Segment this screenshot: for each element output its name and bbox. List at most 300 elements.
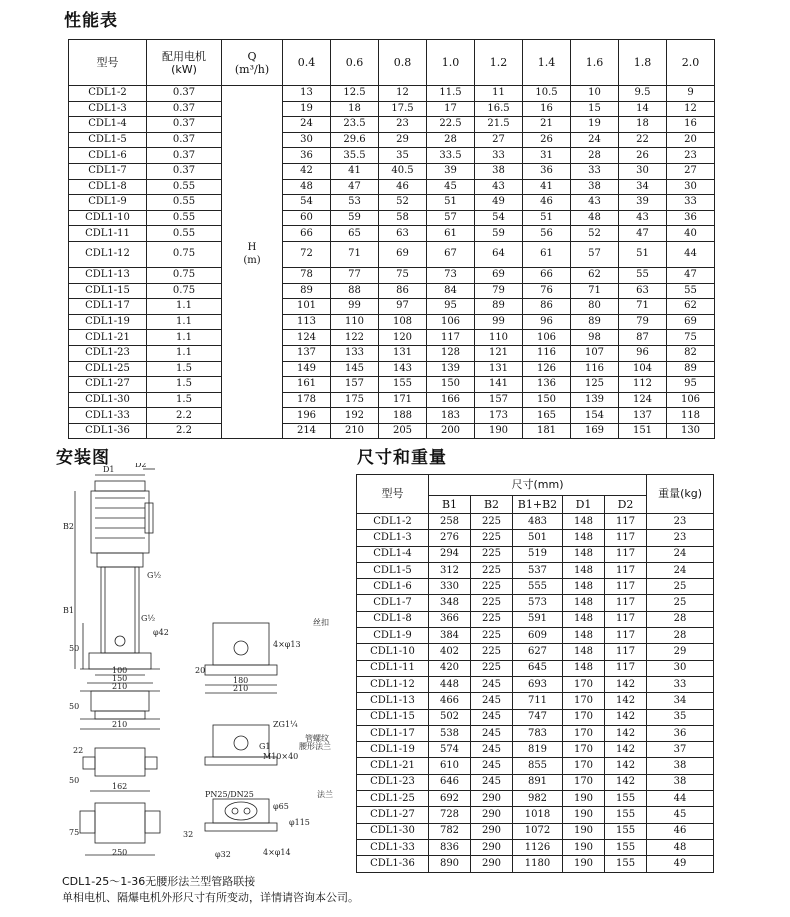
dimension-cell: 155 bbox=[605, 856, 647, 872]
dimension-cell: 890 bbox=[429, 856, 471, 872]
head-cell: 137 bbox=[619, 408, 667, 424]
head-cell: 62 bbox=[667, 299, 715, 315]
model-cell: CDL1-9 bbox=[69, 195, 147, 211]
table-row bbox=[357, 676, 714, 692]
head-cell: 56 bbox=[523, 226, 571, 242]
head-cell: 95 bbox=[427, 299, 475, 315]
dimension-cell: 142 bbox=[605, 725, 647, 741]
head-cell: 86 bbox=[379, 283, 427, 299]
head-cell: 113 bbox=[283, 314, 331, 330]
head-cell: 24 bbox=[571, 132, 619, 148]
dimension-title: 尺寸和重量 bbox=[357, 448, 447, 468]
model-cell: CDL1-4 bbox=[69, 117, 147, 133]
table-row bbox=[69, 377, 715, 393]
label-dim75: 75 bbox=[69, 828, 80, 837]
kw-cell: 0.75 bbox=[147, 241, 222, 267]
kw-cell: 0.37 bbox=[147, 86, 222, 102]
head-cell: 124 bbox=[619, 392, 667, 408]
label-conn3: 腰形法兰 bbox=[299, 742, 331, 751]
flow-header: 1.4 bbox=[523, 40, 571, 86]
dim-col-header: B1+B2 bbox=[513, 496, 563, 514]
dimension-cell: 330 bbox=[429, 579, 471, 595]
head-cell: 21.5 bbox=[475, 117, 523, 133]
kw-cell: 0.75 bbox=[147, 267, 222, 283]
head-cell: 52 bbox=[571, 226, 619, 242]
performance-title: 性能表 bbox=[64, 11, 118, 31]
table-row bbox=[357, 856, 714, 872]
dim-header-size-group: 尺寸(mm) bbox=[429, 475, 647, 496]
head-cell: 79 bbox=[475, 283, 523, 299]
head-cell: 196 bbox=[283, 408, 331, 424]
dimension-cell: 1126 bbox=[513, 839, 563, 855]
dimension-cell: 348 bbox=[429, 595, 471, 611]
h-unit: (m) bbox=[243, 255, 261, 267]
model-cell: CDL1-10 bbox=[69, 210, 147, 226]
dimension-cell: 148 bbox=[563, 562, 605, 578]
weight-cell: 23 bbox=[647, 530, 714, 546]
dimension-cell: 466 bbox=[429, 693, 471, 709]
head-cell: 87 bbox=[619, 330, 667, 346]
dimension-cell: 148 bbox=[563, 579, 605, 595]
dimension-cell: 645 bbox=[513, 660, 563, 676]
head-cell: 26 bbox=[523, 132, 571, 148]
head-cell: 23 bbox=[379, 117, 427, 133]
table-row bbox=[69, 314, 715, 330]
head-cell: 104 bbox=[619, 361, 667, 377]
dimension-cell: 225 bbox=[471, 514, 513, 530]
dimension-cell: 692 bbox=[429, 791, 471, 807]
label-conn2: 管螺纹 bbox=[305, 734, 329, 743]
install-title: 安装图 bbox=[56, 448, 110, 468]
head-cell: 30 bbox=[619, 163, 667, 179]
head-cell: 150 bbox=[523, 392, 571, 408]
head-cell: 46 bbox=[523, 195, 571, 211]
label-zg: ZG1¼ bbox=[273, 720, 298, 729]
kw-cell: 0.37 bbox=[147, 163, 222, 179]
head-cell: 136 bbox=[523, 377, 571, 393]
dimension-cell: 190 bbox=[563, 856, 605, 872]
model-cell: CDL1-9 bbox=[357, 628, 429, 644]
dimension-table bbox=[356, 474, 714, 873]
head-cell: 39 bbox=[427, 163, 475, 179]
flow-header: 0.4 bbox=[283, 40, 331, 86]
weight-cell: 33 bbox=[647, 676, 714, 692]
head-cell: 51 bbox=[523, 210, 571, 226]
head-cell: 57 bbox=[427, 210, 475, 226]
head-cell: 98 bbox=[571, 330, 619, 346]
head-cell: 26 bbox=[619, 148, 667, 164]
label-g-half-b: G½ bbox=[141, 614, 156, 623]
head-cell: 89 bbox=[571, 314, 619, 330]
table-row bbox=[357, 611, 714, 627]
dimension-cell: 728 bbox=[429, 807, 471, 823]
head-cell: 124 bbox=[283, 330, 331, 346]
head-cell: 95 bbox=[667, 377, 715, 393]
dimension-cell: 747 bbox=[513, 709, 563, 725]
head-cell: 31 bbox=[523, 148, 571, 164]
dimension-cell: 117 bbox=[605, 595, 647, 611]
head-cell: 86 bbox=[523, 299, 571, 315]
h-label-cell bbox=[222, 392, 283, 408]
weight-cell: 30 bbox=[647, 660, 714, 676]
dimension-cell: 982 bbox=[513, 791, 563, 807]
dim-header-model: 型号 bbox=[357, 475, 429, 514]
label-w150: 150 bbox=[112, 674, 128, 683]
weight-cell: 45 bbox=[647, 807, 714, 823]
table-row bbox=[357, 595, 714, 611]
h-label-cell bbox=[222, 226, 283, 242]
kw-cell: 1.5 bbox=[147, 377, 222, 393]
dimension-cell: 155 bbox=[605, 839, 647, 855]
head-cell: 48 bbox=[571, 210, 619, 226]
note-motor: 单相电机、隔爆电机外形尺寸有所变动，详情请咨询本公司。 bbox=[62, 891, 359, 904]
kw-cell: 1.5 bbox=[147, 361, 222, 377]
head-cell: 133 bbox=[331, 345, 379, 361]
table-row bbox=[357, 562, 714, 578]
table-row bbox=[69, 408, 715, 424]
dimension-cell: 142 bbox=[605, 709, 647, 725]
model-cell: CDL1-23 bbox=[357, 774, 429, 790]
head-cell: 89 bbox=[475, 299, 523, 315]
table-row bbox=[69, 101, 715, 117]
head-cell: 21 bbox=[523, 117, 571, 133]
model-cell: CDL1-17 bbox=[69, 299, 147, 315]
dim-col-header: B1 bbox=[429, 496, 471, 514]
weight-cell: 23 bbox=[647, 514, 714, 530]
head-cell: 10.5 bbox=[523, 86, 571, 102]
h-label: H bbox=[247, 242, 257, 254]
head-cell: 59 bbox=[475, 226, 523, 242]
kw-cell: 0.55 bbox=[147, 210, 222, 226]
label-phi115: φ115 bbox=[289, 818, 310, 827]
head-cell: 12 bbox=[379, 86, 427, 102]
table-row bbox=[69, 117, 715, 133]
model-cell: CDL1-30 bbox=[69, 392, 147, 408]
label-b1: B1 bbox=[63, 606, 74, 615]
head-cell: 130 bbox=[667, 423, 715, 439]
dimension-cell: 538 bbox=[429, 725, 471, 741]
h-label-cell bbox=[222, 345, 283, 361]
weight-cell: 25 bbox=[647, 595, 714, 611]
model-cell: CDL1-19 bbox=[357, 742, 429, 758]
table-row bbox=[69, 330, 715, 346]
head-cell: 88 bbox=[331, 283, 379, 299]
head-cell: 16 bbox=[667, 117, 715, 133]
head-cell: 18 bbox=[619, 117, 667, 133]
dimension-cell: 117 bbox=[605, 514, 647, 530]
head-cell: 17 bbox=[427, 101, 475, 117]
dimension-cell: 276 bbox=[429, 530, 471, 546]
table-row bbox=[357, 644, 714, 660]
model-cell: CDL1-12 bbox=[357, 676, 429, 692]
drain-plug bbox=[115, 636, 125, 646]
dimension-cell: 1180 bbox=[513, 856, 563, 872]
model-cell: CDL1-15 bbox=[357, 709, 429, 725]
head-cell: 183 bbox=[427, 408, 475, 424]
h-label-cell bbox=[222, 117, 283, 133]
model-cell: CDL1-19 bbox=[69, 314, 147, 330]
dim-col-header: D2 bbox=[605, 496, 647, 514]
table-row bbox=[357, 823, 714, 839]
dimension-cell: 245 bbox=[471, 676, 513, 692]
head-cell: 62 bbox=[571, 267, 619, 283]
head-cell: 55 bbox=[619, 267, 667, 283]
kw-cell: 1.1 bbox=[147, 314, 222, 330]
dimension-cell: 1018 bbox=[513, 807, 563, 823]
h-label-cell bbox=[222, 86, 283, 102]
head-cell: 28 bbox=[427, 132, 475, 148]
head-cell: 122 bbox=[331, 330, 379, 346]
dimension-cell: 609 bbox=[513, 628, 563, 644]
head-cell: 89 bbox=[667, 361, 715, 377]
head-cell: 24 bbox=[283, 117, 331, 133]
dimension-cell: 190 bbox=[563, 807, 605, 823]
dimension-cell: 148 bbox=[563, 611, 605, 627]
dimension-cell: 117 bbox=[605, 530, 647, 546]
label-w180: 180 bbox=[233, 676, 249, 685]
label-hole1: 4×φ13 bbox=[273, 640, 301, 649]
head-cell: 59 bbox=[331, 210, 379, 226]
perf-header-row bbox=[69, 40, 715, 86]
head-cell: 16 bbox=[523, 101, 571, 117]
table-row bbox=[69, 392, 715, 408]
head-cell: 141 bbox=[475, 377, 523, 393]
head-cell: 33 bbox=[475, 148, 523, 164]
dimension-cell: 225 bbox=[471, 660, 513, 676]
table-row bbox=[357, 546, 714, 562]
dimension-cell: 142 bbox=[605, 758, 647, 774]
dimension-cell: 245 bbox=[471, 742, 513, 758]
weight-cell: 46 bbox=[647, 823, 714, 839]
head-cell: 55 bbox=[667, 283, 715, 299]
head-cell: 9 bbox=[667, 86, 715, 102]
label-dim50: 50 bbox=[69, 644, 80, 653]
dim-header-weight: 重量(kg) bbox=[647, 475, 714, 514]
model-cell: CDL1-27 bbox=[357, 807, 429, 823]
kw-cell: 1.5 bbox=[147, 392, 222, 408]
dimension-cell: 170 bbox=[563, 709, 605, 725]
dimension-cell: 225 bbox=[471, 628, 513, 644]
head-cell: 40 bbox=[667, 226, 715, 242]
dimension-cell: 501 bbox=[513, 530, 563, 546]
head-cell: 33.5 bbox=[427, 148, 475, 164]
dimension-cell: 290 bbox=[471, 791, 513, 807]
dimension-cell: 117 bbox=[605, 611, 647, 627]
dimension-cell: 420 bbox=[429, 660, 471, 676]
dimension-cell: 148 bbox=[563, 628, 605, 644]
dimension-cell: 258 bbox=[429, 514, 471, 530]
head-cell: 110 bbox=[475, 330, 523, 346]
dimension-cell: 225 bbox=[471, 530, 513, 546]
head-cell: 139 bbox=[427, 361, 475, 377]
head-cell: 192 bbox=[331, 408, 379, 424]
dimension-cell: 170 bbox=[563, 758, 605, 774]
label-dim20: 20 bbox=[195, 666, 206, 675]
head-cell: 96 bbox=[523, 314, 571, 330]
table-row bbox=[357, 579, 714, 595]
dimension-cell: 627 bbox=[513, 644, 563, 660]
dimension-cell: 290 bbox=[471, 839, 513, 855]
dimension-cell: 245 bbox=[471, 693, 513, 709]
head-cell: 143 bbox=[379, 361, 427, 377]
head-cell: 35.5 bbox=[331, 148, 379, 164]
head-cell: 63 bbox=[619, 283, 667, 299]
head-cell: 108 bbox=[379, 314, 427, 330]
head-cell: 96 bbox=[619, 345, 667, 361]
dimension-cell: 148 bbox=[563, 546, 605, 562]
head-cell: 22 bbox=[619, 132, 667, 148]
table-row bbox=[357, 839, 714, 855]
head-cell: 166 bbox=[427, 392, 475, 408]
h-label-cell bbox=[222, 163, 283, 179]
head-cell: 78 bbox=[283, 267, 331, 283]
head-cell: 79 bbox=[619, 314, 667, 330]
model-cell: CDL1-7 bbox=[357, 595, 429, 611]
head-cell: 89 bbox=[283, 283, 331, 299]
head-cell: 117 bbox=[427, 330, 475, 346]
head-cell: 49 bbox=[475, 195, 523, 211]
table-row bbox=[69, 226, 715, 242]
dimension-cell: 142 bbox=[605, 774, 647, 790]
label-pn: PN25/DN25 bbox=[205, 790, 254, 799]
flow-header: 0.6 bbox=[331, 40, 379, 86]
head-cell: 65 bbox=[331, 226, 379, 242]
table-row bbox=[69, 179, 715, 195]
dimension-cell: 245 bbox=[471, 774, 513, 790]
dimension-cell: 225 bbox=[471, 595, 513, 611]
kw-cell: 0.37 bbox=[147, 117, 222, 133]
head-cell: 14 bbox=[619, 101, 667, 117]
dimension-cell: 117 bbox=[605, 579, 647, 595]
dimension-cell: 290 bbox=[471, 823, 513, 839]
dimension-cell: 225 bbox=[471, 611, 513, 627]
h-label-cell bbox=[222, 101, 283, 117]
table-row bbox=[69, 132, 715, 148]
motor-fan-cover bbox=[95, 481, 145, 491]
head-cell: 110 bbox=[331, 314, 379, 330]
perf-header-q: Q (m³/h) bbox=[222, 40, 283, 86]
h-label-cell bbox=[222, 283, 283, 299]
head-cell: 99 bbox=[475, 314, 523, 330]
table-row bbox=[69, 345, 715, 361]
model-cell: CDL1-8 bbox=[69, 179, 147, 195]
head-cell: 48 bbox=[283, 179, 331, 195]
table-row bbox=[69, 148, 715, 164]
motor-bracket bbox=[97, 553, 143, 567]
head-cell: 58 bbox=[379, 210, 427, 226]
table-row bbox=[357, 774, 714, 790]
model-cell: CDL1-36 bbox=[69, 423, 147, 439]
head-cell: 33 bbox=[667, 195, 715, 211]
model-cell: CDL1-5 bbox=[357, 562, 429, 578]
head-cell: 116 bbox=[571, 361, 619, 377]
h-label-cell bbox=[222, 423, 283, 439]
dimension-cell: 142 bbox=[605, 693, 647, 709]
model-cell: CDL1-36 bbox=[357, 856, 429, 872]
head-cell: 131 bbox=[475, 361, 523, 377]
head-cell: 18 bbox=[331, 101, 379, 117]
kw-cell: 0.55 bbox=[147, 195, 222, 211]
label-phi32: φ32 bbox=[215, 850, 231, 859]
dimension-cell: 170 bbox=[563, 774, 605, 790]
model-cell: CDL1-13 bbox=[69, 267, 147, 283]
weight-cell: 38 bbox=[647, 758, 714, 774]
head-cell: 171 bbox=[379, 392, 427, 408]
dimension-cell: 148 bbox=[563, 530, 605, 546]
model-cell: CDL1-33 bbox=[357, 839, 429, 855]
head-cell: 30 bbox=[667, 179, 715, 195]
head-cell: 71 bbox=[571, 283, 619, 299]
head-cell: 47 bbox=[667, 267, 715, 283]
head-cell: 149 bbox=[283, 361, 331, 377]
head-cell: 19 bbox=[283, 101, 331, 117]
label-phi42: φ42 bbox=[153, 628, 169, 637]
weight-cell: 34 bbox=[647, 693, 714, 709]
model-cell: CDL1-10 bbox=[357, 644, 429, 660]
dimension-cell: 693 bbox=[513, 676, 563, 692]
model-cell: CDL1-4 bbox=[357, 546, 429, 562]
dimension-cell: 646 bbox=[429, 774, 471, 790]
head-cell: 29.6 bbox=[331, 132, 379, 148]
model-cell: CDL1-5 bbox=[69, 132, 147, 148]
model-cell: CDL1-13 bbox=[357, 693, 429, 709]
head-cell: 106 bbox=[427, 314, 475, 330]
table-row bbox=[357, 628, 714, 644]
head-cell: 72 bbox=[283, 241, 331, 267]
h-label-cell bbox=[222, 132, 283, 148]
dimension-cell: 294 bbox=[429, 546, 471, 562]
head-cell: 41 bbox=[523, 179, 571, 195]
head-cell: 178 bbox=[283, 392, 331, 408]
head-cell: 20 bbox=[667, 132, 715, 148]
head-cell: 154 bbox=[571, 408, 619, 424]
head-cell: 41 bbox=[331, 163, 379, 179]
head-cell: 44 bbox=[667, 241, 715, 267]
h-label-cell bbox=[222, 267, 283, 283]
head-cell: 67 bbox=[427, 241, 475, 267]
table-row bbox=[357, 693, 714, 709]
label-dim22: 22 bbox=[73, 746, 84, 755]
table-row bbox=[69, 241, 715, 267]
head-cell: 43 bbox=[571, 195, 619, 211]
h-label-cell bbox=[222, 408, 283, 424]
dimension-cell: 245 bbox=[471, 758, 513, 774]
h-label-cell bbox=[222, 361, 283, 377]
dimension-cell: 170 bbox=[563, 693, 605, 709]
head-cell: 116 bbox=[523, 345, 571, 361]
table-row bbox=[357, 807, 714, 823]
performance-table bbox=[68, 39, 715, 439]
dimension-cell: 155 bbox=[605, 823, 647, 839]
model-cell: CDL1-7 bbox=[69, 163, 147, 179]
head-cell: 39 bbox=[619, 195, 667, 211]
dimension-cell: 366 bbox=[429, 611, 471, 627]
weight-cell: 28 bbox=[647, 628, 714, 644]
head-cell: 165 bbox=[523, 408, 571, 424]
table-row bbox=[357, 742, 714, 758]
dimension-cell: 245 bbox=[471, 725, 513, 741]
table-row bbox=[357, 530, 714, 546]
head-cell: 12.5 bbox=[331, 86, 379, 102]
h-label-cell bbox=[222, 330, 283, 346]
dimension-cell: 448 bbox=[429, 676, 471, 692]
model-cell: CDL1-21 bbox=[69, 330, 147, 346]
model-cell: CDL1-3 bbox=[357, 530, 429, 546]
head-cell: 29 bbox=[379, 132, 427, 148]
head-cell: 23 bbox=[667, 148, 715, 164]
model-cell: CDL1-12 bbox=[69, 241, 147, 267]
h-label-cell bbox=[222, 299, 283, 315]
